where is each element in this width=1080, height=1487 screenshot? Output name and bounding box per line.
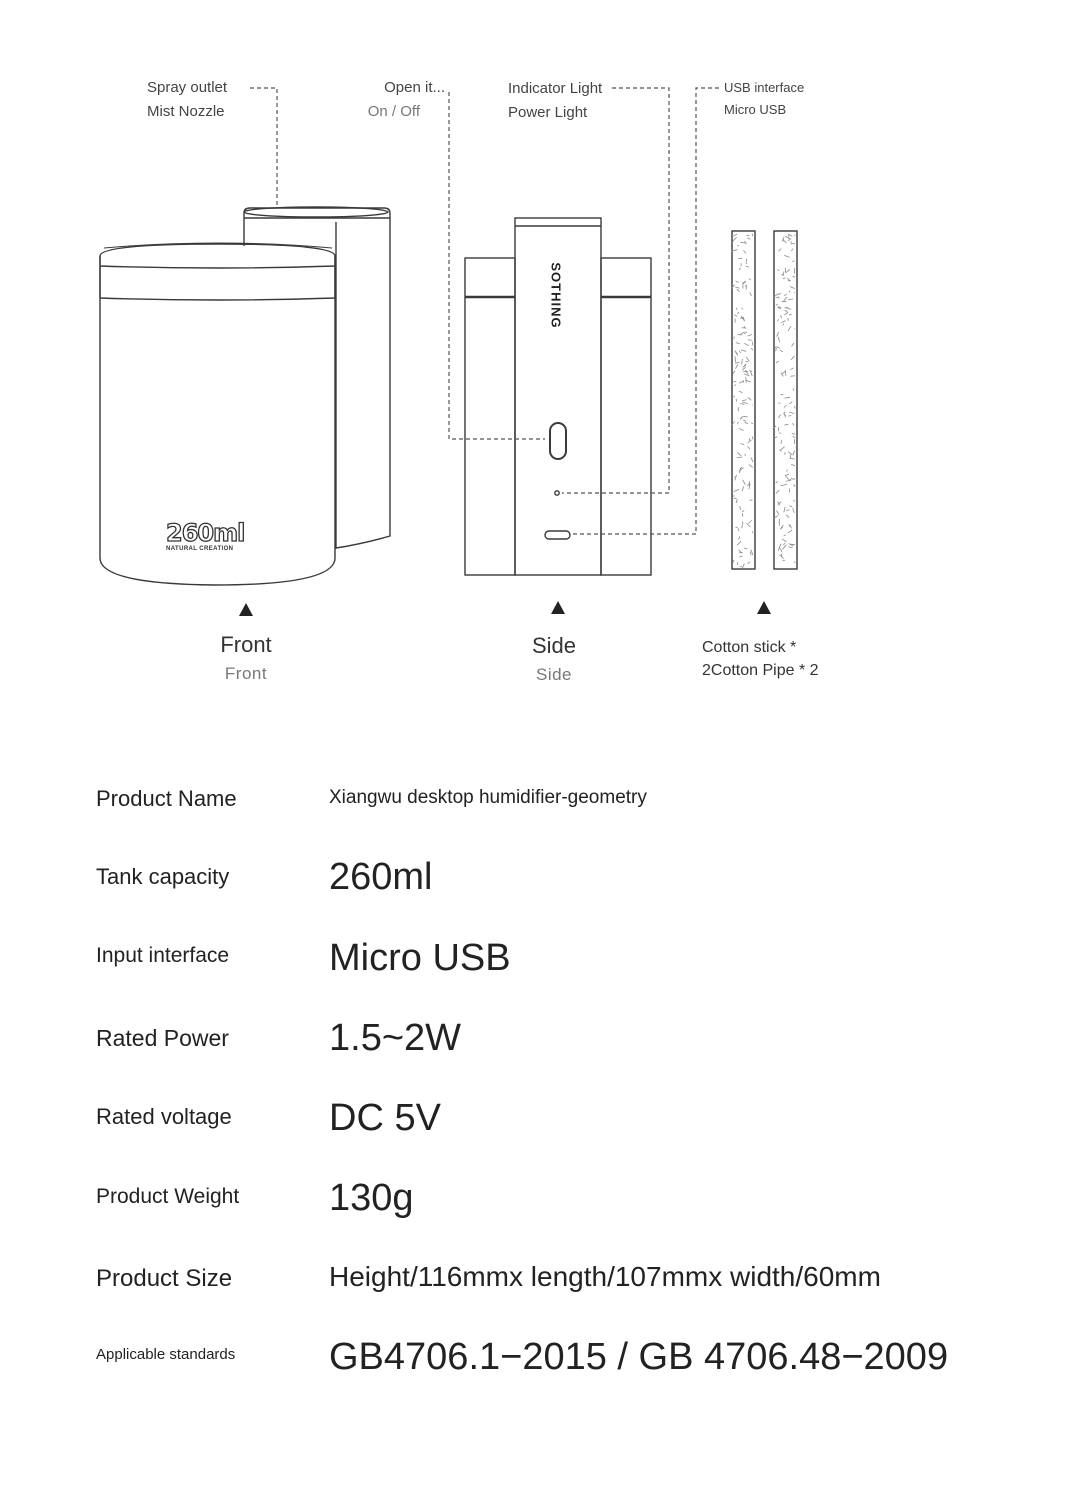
cotton-fibre [778, 427, 779, 431]
cotton-fibre [785, 310, 788, 312]
cotton-fibre [776, 511, 779, 515]
side-caption-sub: Side [535, 665, 573, 684]
cotton-fibre [736, 399, 737, 402]
cotton-fibre [782, 484, 787, 485]
spec-value-product-size: Height/116mmx length/107mmx width/60mm [329, 1261, 881, 1292]
cotton-fibre [742, 400, 747, 401]
tank-lid [100, 244, 335, 268]
cotton-fibre [784, 405, 787, 407]
spec-label-input-interface: Input interface [96, 944, 230, 967]
cotton-fibre [747, 523, 751, 527]
cotton-fibre [793, 501, 795, 502]
cotton-fibre [789, 314, 792, 315]
cotton-fibre [735, 351, 738, 356]
cotton-fibre [788, 326, 791, 331]
front-marker-triangle [239, 603, 253, 616]
cotton-fibre [744, 548, 747, 549]
cotton-fibre [793, 261, 795, 262]
cotton-fibre [738, 335, 742, 336]
spec-value-tank-capacity: 260ml [329, 856, 433, 898]
cotton-fibre [784, 297, 788, 302]
nozzle-tower-outline [244, 208, 390, 548]
cotton-fibre [787, 470, 788, 472]
cotton-fibre [740, 468, 741, 473]
cotton-fibre [789, 506, 792, 507]
cotton-fibre [784, 424, 788, 425]
cotton-fibre [780, 549, 782, 552]
cotton-fibre [743, 480, 746, 485]
cotton-fibre [748, 447, 750, 450]
cotton-fibre [788, 318, 789, 321]
cotton-fibre [780, 350, 783, 352]
cotton-fibre [784, 312, 788, 315]
cotton-fibre [788, 415, 791, 416]
cotton-fibre [737, 289, 740, 292]
callout-indicator-sub: Power Light [508, 104, 588, 121]
leader-indicator [562, 88, 669, 493]
cotton-fibre [736, 281, 739, 283]
cotton-fibre [749, 465, 753, 468]
cotton-fibre [743, 250, 746, 253]
cotton-fibre [734, 498, 737, 499]
cotton-fibre [734, 315, 737, 316]
cotton-fibre [781, 321, 786, 323]
side-view-caption [494, 633, 614, 685]
cotton-fibre [776, 481, 778, 483]
cotton-fibre [783, 545, 787, 549]
cotton-fibre [738, 422, 739, 424]
cotton-fibre [748, 562, 750, 564]
cotton-fibre [789, 402, 792, 404]
cotton-fibre [785, 370, 786, 376]
cotton-fibre [788, 530, 792, 533]
cotton-fibre [739, 268, 741, 270]
accessory-caption [702, 636, 819, 682]
callout-usb-title: USB interface [724, 80, 805, 95]
cotton-fibre [751, 348, 753, 350]
cotton-fibre [793, 436, 795, 438]
cotton-fibre [733, 237, 737, 241]
cotton-fibre [734, 385, 736, 387]
cotton-fibre [775, 347, 776, 349]
side-left-panel [465, 258, 515, 575]
cotton-fibre [739, 391, 743, 392]
cotton-fibre [752, 531, 753, 533]
spec-label-tank-capacity: Tank capacity [96, 864, 230, 889]
accessory-caption-line2: 2Cotton Pipe * 2 [702, 662, 819, 679]
cotton-fibre [777, 319, 778, 321]
cotton-fibre [751, 457, 753, 462]
cotton-fibre [742, 486, 743, 491]
cotton-fibre [736, 343, 740, 344]
cotton-fibre [742, 402, 747, 403]
side-marker-triangle [551, 601, 565, 614]
cotton-fibre [737, 562, 738, 565]
cotton-fibre [750, 500, 753, 501]
callout-open [300, 76, 445, 124]
cotton-fibre [782, 539, 785, 541]
cotton-fibre [783, 278, 786, 279]
cotton-fibre [742, 367, 745, 370]
cotton-fibre [781, 440, 782, 444]
cotton-fibre [778, 249, 781, 252]
cotton-fibre [751, 371, 753, 376]
cotton-fibre [786, 269, 790, 272]
accessory-caption-line1: Cotton stick * [702, 639, 797, 656]
cotton-fibre [786, 515, 789, 518]
power-button [550, 423, 566, 459]
cotton-fibre [783, 324, 784, 326]
cotton-fibre [742, 524, 743, 528]
cotton-fibre [778, 415, 780, 419]
cotton-fibre [777, 332, 779, 336]
cotton-fibre [791, 464, 795, 466]
cotton-fibre [783, 560, 785, 561]
cotton-fibre [788, 452, 792, 455]
cotton-fibre [778, 293, 781, 295]
cotton-fibre [750, 293, 752, 296]
spec-label-product-name: Product Name [96, 786, 237, 811]
spec-label-rated-power: Rated Power [96, 1025, 229, 1051]
cotton-fibre [734, 337, 735, 339]
cotton-fibre [784, 255, 789, 257]
cotton-fibre [741, 350, 747, 351]
cotton-fibre [739, 381, 744, 383]
cotton-fibre [738, 453, 742, 456]
cotton-fibre [752, 234, 753, 237]
cotton-fibre [735, 362, 740, 363]
callout-open-sub: On / Off [367, 103, 420, 120]
cotton-fibre [793, 276, 795, 277]
callout-open-title: Open it... [384, 79, 445, 96]
side-right-panel [601, 258, 651, 575]
cotton-fibre [746, 262, 747, 264]
tank-capacity-marking: 260ml [166, 519, 245, 547]
cotton-fibre [791, 356, 795, 360]
cotton-fibre [776, 348, 777, 351]
cotton-fibre [792, 343, 795, 347]
cotton-fibre [777, 270, 779, 271]
spec-value-product-name: Xiangwu desktop humidifier-geometry [329, 787, 647, 808]
spec-label-product-size: Product Size [96, 1265, 233, 1292]
cotton-fibre [790, 368, 793, 370]
cotton-fibre [732, 371, 735, 375]
cotton-fibre [737, 541, 741, 545]
cotton-fibre [740, 418, 742, 419]
cotton-fibre [750, 552, 751, 556]
cotton-fibre [733, 560, 734, 563]
front-caption-sub: Front [224, 664, 268, 683]
spec-label-rated-voltage: Rated voltage [96, 1104, 232, 1129]
cotton-fibre [752, 342, 753, 346]
spec-value-input-interface: Micro USB [329, 937, 511, 979]
cotton-stick-2 [774, 231, 797, 569]
callout-spray-outlet [147, 76, 227, 124]
cotton-fibre [793, 451, 795, 456]
spec-label-applicable-standards: Applicable standards [96, 1346, 236, 1363]
cotton-fibre [791, 249, 792, 252]
cotton-fibre [778, 337, 779, 342]
cotton-fibre [737, 457, 742, 458]
spec-value-product-weight: 130g [329, 1177, 414, 1219]
cotton-fibre [746, 357, 749, 362]
cotton-fibre [739, 429, 743, 431]
cotton-fibre [746, 361, 749, 362]
callout-usb [724, 77, 804, 121]
cotton-fibre [776, 490, 779, 493]
cotton-fibre [735, 364, 738, 368]
cotton-fibre [742, 511, 744, 512]
cotton-fibre [785, 397, 791, 398]
cotton-fibre [737, 312, 739, 314]
leader-spray [250, 88, 277, 205]
cotton-fibre [776, 347, 780, 349]
cotton-fibre [791, 376, 795, 377]
spec-value-rated-voltage: DC 5V [329, 1097, 441, 1139]
cotton-fibre [743, 380, 744, 382]
cotton-fibre [793, 485, 795, 486]
tank-tagline-marking: NATURAL CREATION [166, 546, 234, 552]
cotton-fibre [789, 291, 790, 293]
cotton-fibre [785, 475, 789, 480]
cotton-fibre [743, 420, 746, 421]
cotton-fibre [776, 304, 778, 306]
cotton-fibre [784, 543, 785, 545]
cotton-fibre [744, 343, 749, 345]
cotton-fibre [779, 433, 781, 434]
callout-indicator-light [508, 77, 602, 125]
cotton-fibre [778, 297, 779, 299]
cotton-fibre [786, 474, 789, 475]
leader-open [449, 92, 545, 439]
cotton-fibre [789, 412, 794, 414]
cotton-fibre [795, 292, 796, 293]
cotton-fibre [740, 404, 744, 405]
cotton-fibre [735, 287, 739, 288]
cotton-fibre [736, 499, 737, 503]
cotton-fibre [784, 294, 787, 296]
cotton-fibre [741, 332, 745, 335]
cotton-fibre [776, 361, 779, 363]
cotton-fibre [751, 423, 753, 424]
cotton-fibre [734, 489, 739, 492]
cotton-fibre [739, 351, 741, 353]
cotton-fibre [789, 234, 793, 237]
cotton-fibre [786, 480, 792, 481]
cotton-fibre [735, 475, 737, 481]
spec-label-product-weight: Product Weight [96, 1185, 240, 1208]
cotton-fibre [742, 359, 743, 365]
cotton-fibre [735, 356, 736, 362]
cotton-fibre [746, 286, 747, 290]
cotton-fibre [781, 394, 784, 395]
cotton-fibre [742, 308, 743, 310]
callout-usb-sub: Micro USB [724, 102, 787, 117]
cotton-fibre [781, 315, 782, 318]
cotton-fibre [748, 520, 751, 523]
cotton-fibre [793, 388, 794, 390]
cotton-fibre [748, 397, 751, 400]
cotton-fibre [784, 507, 785, 513]
callout-indicator-title: Indicator Light [508, 80, 603, 97]
callout-spray-title: Spray outlet [147, 79, 228, 96]
cotton-fibre [745, 241, 747, 244]
cotton-fibre [795, 328, 796, 329]
cotton-fibre [737, 246, 739, 247]
cotton-fibre [788, 547, 792, 548]
cotton-fibre [743, 522, 744, 524]
cotton-fibre [746, 377, 747, 382]
callout-spray-sub: Mist Nozzle [147, 103, 225, 120]
cotton-fibre [740, 242, 745, 243]
cotton-fibre [747, 238, 750, 239]
cotton-fibre [793, 508, 795, 513]
cotton-fibre [748, 334, 752, 336]
cotton-fibre [742, 513, 743, 517]
cotton-fibre [752, 437, 753, 440]
front-caption-title: Front [220, 632, 272, 657]
front-view-caption [186, 632, 306, 684]
cotton-fibre [739, 556, 742, 557]
cotton-fibre [788, 299, 793, 300]
usb-port [545, 531, 570, 539]
cotton-fibre [780, 447, 784, 451]
cotton-fibre [792, 423, 794, 425]
cotton-fibre [749, 279, 751, 280]
cotton-fibre [742, 564, 744, 569]
cotton-fibre [745, 422, 748, 423]
cotton-fibre [739, 536, 740, 539]
cotton-fibre [741, 444, 745, 445]
cotton-fibre [740, 506, 741, 510]
leader-usb [573, 88, 719, 534]
cotton-fibre [792, 243, 795, 244]
accessory-marker-triangle [757, 601, 771, 614]
spec-value-applicable-standards: GB4706.1−2015 / GB 4706.48−2009 [329, 1336, 949, 1378]
cotton-fibre [791, 479, 795, 480]
brand-marking: SOTHING [548, 262, 564, 329]
spec-value-rated-power: 1.5~2W [329, 1017, 462, 1059]
cotton-fibre [790, 287, 795, 289]
cotton-fibre [746, 266, 749, 267]
side-caption-title: Side [531, 633, 577, 658]
cotton-fibre [785, 268, 786, 273]
indicator-light [555, 491, 559, 495]
cotton-fibre [745, 370, 748, 374]
cotton-fibre [736, 527, 738, 528]
